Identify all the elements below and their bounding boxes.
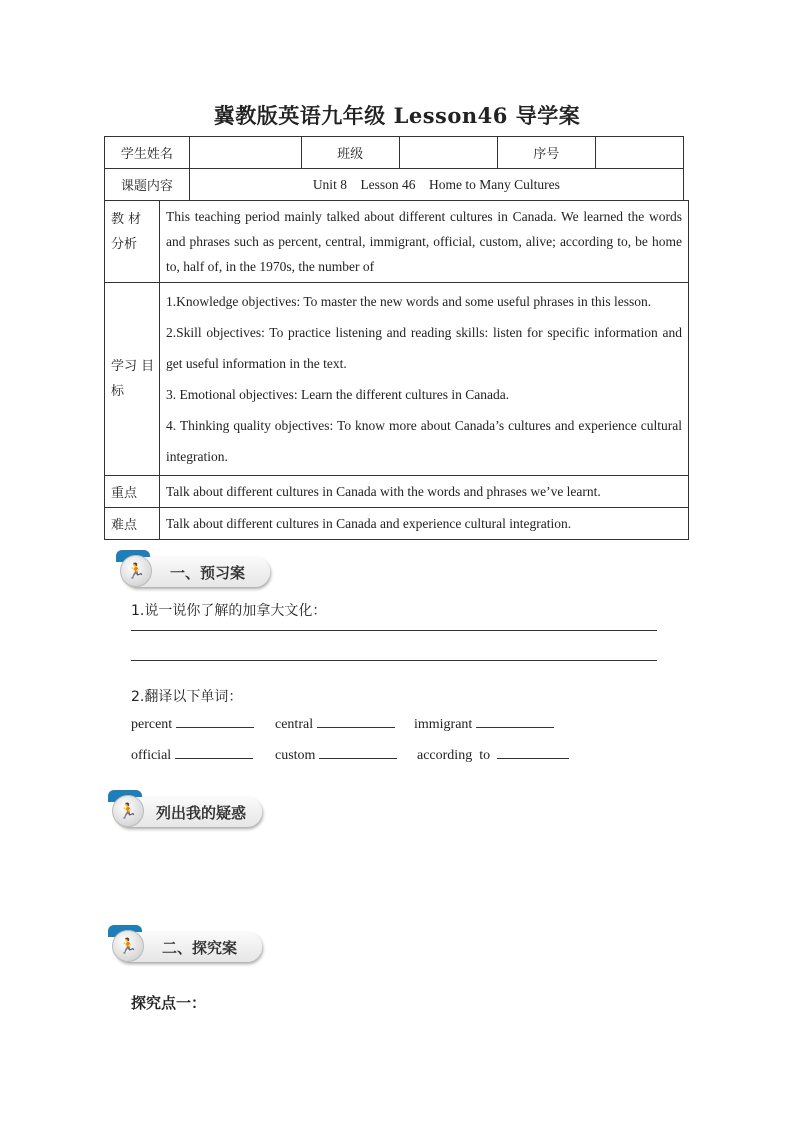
- question-1: 1.说一说你了解的加拿大文化：: [131, 603, 327, 619]
- vocab-blank[interactable]: [497, 746, 569, 759]
- section-badge-preview: [116, 550, 276, 594]
- class-label: 班级: [301, 137, 399, 169]
- details-table: [104, 200, 689, 540]
- student-name-field[interactable]: [189, 137, 301, 169]
- explore-point-1: 探究点一：: [131, 994, 207, 1012]
- running-figure-icon: 🏃: [112, 795, 144, 827]
- objective-item: 3. Emotional objectives: Learn the different cultures in Canada.: [166, 387, 510, 402]
- objective-item: 1.Knowledge objectives: To master the new words and some useful phrases in this lesson.: [166, 294, 652, 309]
- objective-item: 4. Thinking quality objectives: To know more about Canada’s cultures and experience cultural integration.: [166, 418, 682, 464]
- objectives-cell: [160, 283, 689, 476]
- section-title-preview: 一、预习案: [170, 564, 246, 582]
- vocab-blank[interactable]: [176, 715, 254, 728]
- section-badge-explore: [108, 925, 268, 969]
- running-figure-icon: 🏃: [112, 930, 144, 962]
- vocab-word: custom: [275, 748, 316, 763]
- vocab-word: immigrant: [414, 717, 473, 732]
- student-name-label: 学生姓名: [105, 137, 190, 169]
- vocab-word: central: [275, 717, 314, 732]
- difficulty-label: 难点: [105, 508, 160, 540]
- seat-label: 序号: [497, 137, 595, 169]
- answer-line[interactable]: [131, 630, 657, 631]
- question-2: 2.翻译以下单词：: [131, 689, 243, 705]
- analysis-text: This teaching period mainly talked about different cultures in Canada. We learned the words and phrases such as percent, central, immigrant, official, custom, alive; according to, be home to, half of, in the 1970s, the number of: [160, 201, 689, 283]
- page-title: 冀教版英语九年级 Lesson46 导学案: [213, 103, 581, 128]
- section-title-explore: 二、探究案: [162, 939, 238, 957]
- objectives-label: 学习 目标: [105, 283, 160, 476]
- vocab-word: official: [131, 748, 172, 763]
- vocab-blank[interactable]: [319, 746, 397, 759]
- section-title-doubts: 列出我的疑惑: [156, 804, 247, 822]
- class-field[interactable]: [399, 137, 497, 169]
- vocab-blank[interactable]: [317, 715, 395, 728]
- difficulty-text: Talk about different cultures in Canada and experience cultural integration.: [160, 508, 689, 540]
- running-figure-icon: 🏃: [120, 555, 152, 587]
- objective-item: 2.Skill objectives: To practice listening and reading skills: listen for specific information and get useful information in the text.: [166, 325, 682, 371]
- key-label: 重点: [105, 476, 160, 508]
- analysis-label: 教 材 分析: [105, 201, 160, 283]
- key-text: Talk about different cultures in Canada with the words and phrases we’ve learnt.: [160, 476, 689, 508]
- vocab-item: [275, 746, 397, 764]
- vocab-item: [131, 715, 254, 733]
- vocab-blank[interactable]: [175, 746, 253, 759]
- vocab-item: [275, 715, 395, 733]
- section-badge-doubts: [108, 790, 268, 834]
- answer-line[interactable]: [131, 660, 657, 661]
- seat-field[interactable]: [595, 137, 683, 169]
- vocab-item: [417, 746, 569, 764]
- vocab-item: [131, 746, 253, 764]
- vocab-word: percent: [131, 717, 173, 732]
- vocab-item: [414, 715, 554, 733]
- info-table: [104, 136, 684, 201]
- vocab-word: according to: [417, 748, 491, 763]
- topic-value: Unit 8 Lesson 46 Home to Many Cultures: [189, 169, 683, 201]
- topic-label: 课题内容: [105, 169, 190, 201]
- vocab-blank[interactable]: [476, 715, 554, 728]
